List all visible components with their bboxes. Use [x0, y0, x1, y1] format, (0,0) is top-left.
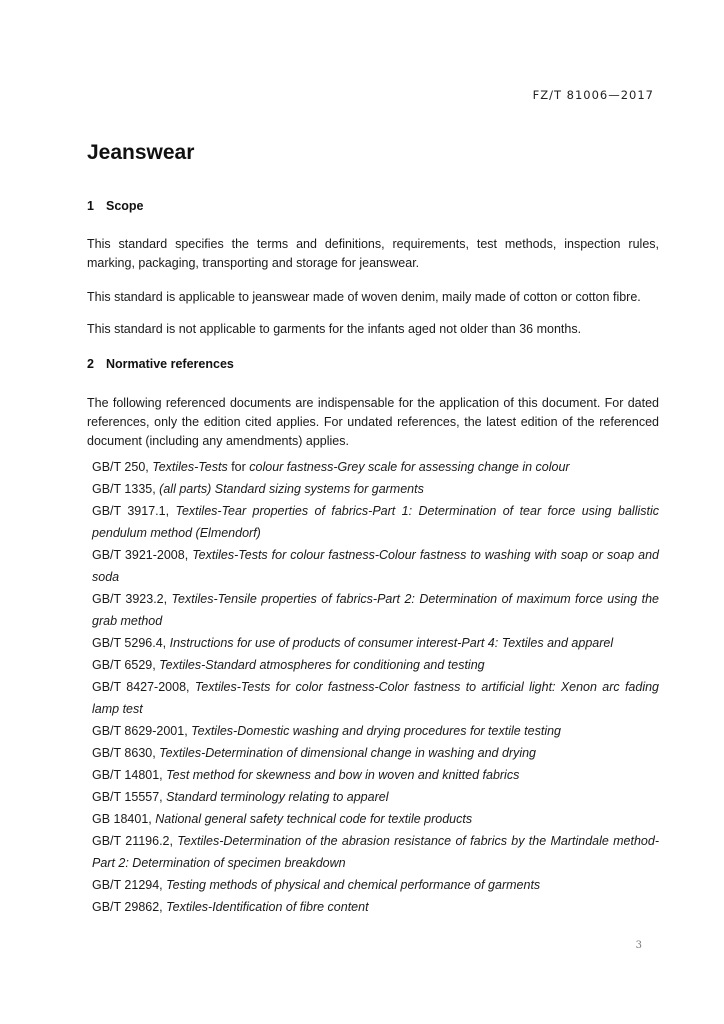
reference-item [92, 786, 659, 808]
reference-item [92, 830, 659, 874]
section-number: 2 [87, 357, 94, 371]
section-title: Scope [106, 199, 144, 213]
section-heading-scope [87, 199, 144, 213]
reference-item [92, 588, 659, 632]
reference-list [92, 456, 659, 918]
reference-title: Textiles-Tear properties of fabrics-Part 1: Determination of tear force using ballistic pendulum method (Elmendorf) [92, 504, 659, 540]
reference-item [92, 544, 659, 588]
reference-title: Textiles-Identification of fibre content [166, 900, 369, 914]
reference-code: GB/T 1335, [92, 482, 160, 496]
reference-code: GB 18401, [92, 812, 156, 826]
reference-code: GB/T 5296.4, [92, 636, 170, 650]
reference-item [92, 500, 659, 544]
reference-title: Test method for skewness and bow in woven and knitted fabrics [166, 768, 520, 782]
page-number: 3 [635, 940, 642, 951]
scope-paragraph-2: This standard is applicable to jeanswear made of woven denim, maily made of cotton or cotton fibre. [87, 290, 641, 304]
reference-code: GB/T 8427-2008, [92, 680, 195, 694]
reference-title: Textiles-Standard atmospheres for conditioning and testing [159, 658, 485, 672]
reference-item [92, 720, 659, 742]
reference-code: GB/T 3917.1, [92, 504, 176, 518]
reference-code: GB/T 14801, [92, 768, 167, 782]
reference-code: GB/T 3921-2008, [92, 548, 193, 562]
reference-code: GB/T 8629-2001, [92, 724, 192, 738]
reference-item [92, 456, 659, 478]
reference-item [92, 896, 659, 918]
reference-title: Textiles-Tensile properties of fabrics-Part 2: Determination of maximum force using the grab method [92, 592, 659, 628]
reference-title: (all parts) Standard sizing systems for garments [159, 482, 424, 496]
reference-code: GB/T 21196.2, [92, 834, 178, 848]
reference-item [92, 676, 659, 720]
reference-title: Textiles-Tests for color fastness-Color fastness to artificial light: Xenon arc fading lamp test [92, 680, 660, 716]
reference-title: colour fastness-Grey scale for assessing change in colour [249, 460, 570, 474]
reference-text: for [227, 460, 250, 474]
reference-title: Textiles-Tests for colour fastness-Colour fastness to washing with soap or soap and soda [92, 548, 660, 584]
reference-item [92, 764, 659, 786]
section-number: 1 [87, 199, 94, 213]
reference-title: Standard terminology relating to apparel [166, 790, 389, 804]
reference-item [92, 808, 659, 830]
reference-code: GB/T 29862, [92, 900, 167, 914]
reference-code: GB/T 15557, [92, 790, 167, 804]
reference-title: Testing methods of physical and chemical performance of garments [166, 878, 541, 892]
section-title: Normative references [106, 357, 234, 371]
section-heading-normative-references [87, 357, 234, 371]
references-intro-paragraph: The following referenced documents are indispensable for the application of this document. For dated references, only the edition cited applies. For undated references, the latest edition of the referenced document (including any amendments) applies. [87, 396, 659, 448]
reference-item [92, 874, 659, 896]
scope-paragraph-1: This standard specifies the terms and definitions, requirements, test methods, inspection rules, marking, packaging, transporting and storage for jeanswear. [87, 237, 659, 270]
reference-title: Instructions for use of products of consumer interest-Part 4: Textiles and apparel [169, 636, 614, 650]
reference-code: GB/T 8630, [92, 746, 160, 760]
standard-code: FZ/T 81006—2017 [532, 88, 654, 102]
reference-item [92, 632, 659, 654]
reference-item [92, 478, 659, 500]
reference-title: Textiles-Determination of dimensional change in washing and drying [159, 746, 537, 760]
reference-code: GB/T 3923.2, [92, 592, 172, 606]
document-title: Jeanswear [87, 141, 195, 164]
reference-title: Textiles-Determination of the abrasion resistance of fabrics by the Martindale method-Part 2: Determination of specimen breakdown [92, 834, 659, 870]
reference-code: GB/T 21294, [92, 878, 167, 892]
scope-paragraph-3: This standard is not applicable to garments for the infants aged not older than 36 months. [87, 322, 582, 336]
reference-code: GB/T 250, [92, 460, 153, 474]
reference-title: National general safety technical code for textile products [155, 812, 473, 826]
reference-title: Textiles-Tests [152, 460, 228, 474]
reference-item [92, 742, 659, 764]
reference-code: GB/T 6529, [92, 658, 160, 672]
reference-title: Textiles-Domestic washing and drying procedures for textile testing [191, 724, 561, 738]
reference-item [92, 654, 659, 676]
